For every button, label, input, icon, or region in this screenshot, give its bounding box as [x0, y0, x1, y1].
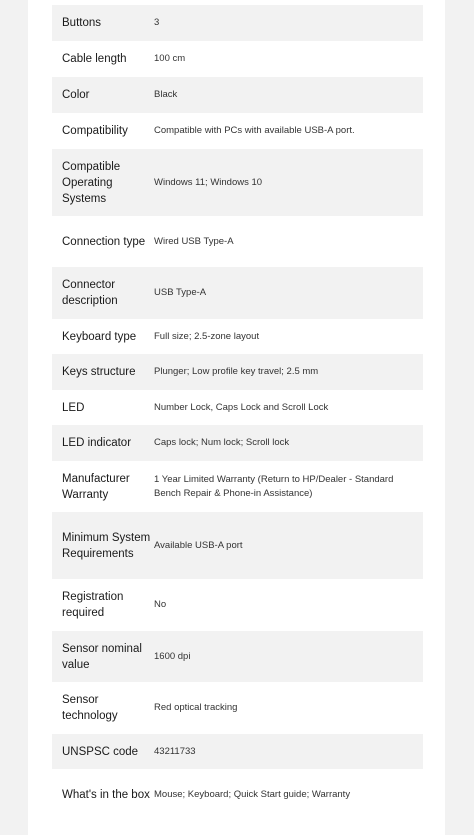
spec-value: No — [154, 599, 167, 610]
spec-label: Color — [62, 89, 90, 101]
spec-value: 1 Year Limited Warranty (Return to HP/Dealer - Standard Bench Repair & Phone-in Assistance) — [154, 473, 394, 499]
spec-label: Sensor nominal value — [62, 642, 142, 671]
spec-row-registration-required — [52, 579, 423, 631]
spec-row-keyboard-type — [52, 319, 423, 354]
spec-value: Number Lock, Caps Lock and Scroll Lock — [154, 401, 329, 413]
spec-label: LED indicator — [62, 437, 132, 449]
spec-value: Wired USB Type-A — [154, 235, 234, 247]
spec-label: Sensor technology — [62, 694, 118, 722]
spec-label: Minimum System Requirements — [62, 531, 151, 560]
spec-value: Full size; 2.5-zone layout — [154, 330, 260, 342]
spec-row-sensor-nominal-value — [52, 631, 423, 682]
spec-row-minimum-system-requirements — [52, 512, 423, 579]
spec-row-led-indicator — [52, 425, 423, 461]
spec-label: Compatibility — [62, 125, 128, 137]
spec-value: 3 — [154, 17, 160, 28]
spec-value: Mouse; Keyboard; Quick Start guide; Warranty — [154, 789, 351, 800]
spec-row-manufacturer-warranty — [52, 461, 423, 512]
spec-value: Plunger; Low profile key travel; 2.5 mm — [154, 366, 319, 377]
specifications-table — [52, 5, 423, 821]
spec-row-led — [52, 390, 423, 425]
spec-label: Keys structure — [62, 366, 136, 378]
spec-value: Black — [154, 89, 178, 100]
spec-value: 100 cm — [154, 53, 186, 64]
spec-row-sensor-technology — [52, 682, 423, 734]
spec-row-color — [52, 77, 423, 113]
spec-row-connector-description — [52, 267, 423, 319]
page-panel — [28, 0, 445, 835]
spec-value: Available USB-A port — [154, 539, 243, 551]
spec-value: Caps lock; Num lock; Scroll lock — [154, 437, 290, 448]
spec-row-whats-in-the-box — [52, 769, 423, 821]
spec-value: Red optical tracking — [154, 702, 238, 713]
spec-row-compatible-os — [52, 149, 423, 216]
spec-label: Buttons — [62, 17, 101, 29]
spec-value: 1600 dpi — [154, 650, 191, 662]
spec-row-cable-length — [52, 41, 423, 77]
spec-row-connection-type — [52, 216, 423, 267]
spec-label: Compatible Operating Systems — [62, 160, 121, 205]
spec-label: Manufacturer Warranty — [62, 472, 130, 501]
spec-row-keys-structure — [52, 354, 423, 390]
spec-label: Keyboard type — [62, 330, 137, 343]
spec-value: Windows 11; Windows 10 — [154, 176, 263, 188]
spec-label: What's in the box — [62, 789, 150, 801]
spec-label: Connector description — [62, 279, 118, 307]
spec-label: Connection type — [62, 235, 146, 248]
spec-row-unspsc-code — [52, 734, 423, 769]
spec-row-buttons — [52, 5, 423, 41]
spec-label: UNSPSC code — [62, 745, 139, 758]
spec-label: Registration required — [62, 591, 124, 619]
spec-value: 43211733 — [154, 745, 196, 757]
spec-row-compatibility — [52, 113, 423, 149]
spec-label: Cable length — [62, 53, 127, 65]
spec-label: LED — [62, 401, 85, 414]
spec-value: Compatible with PCs with available USB-A port. — [154, 125, 355, 136]
spec-value: USB Type-A — [154, 287, 207, 298]
